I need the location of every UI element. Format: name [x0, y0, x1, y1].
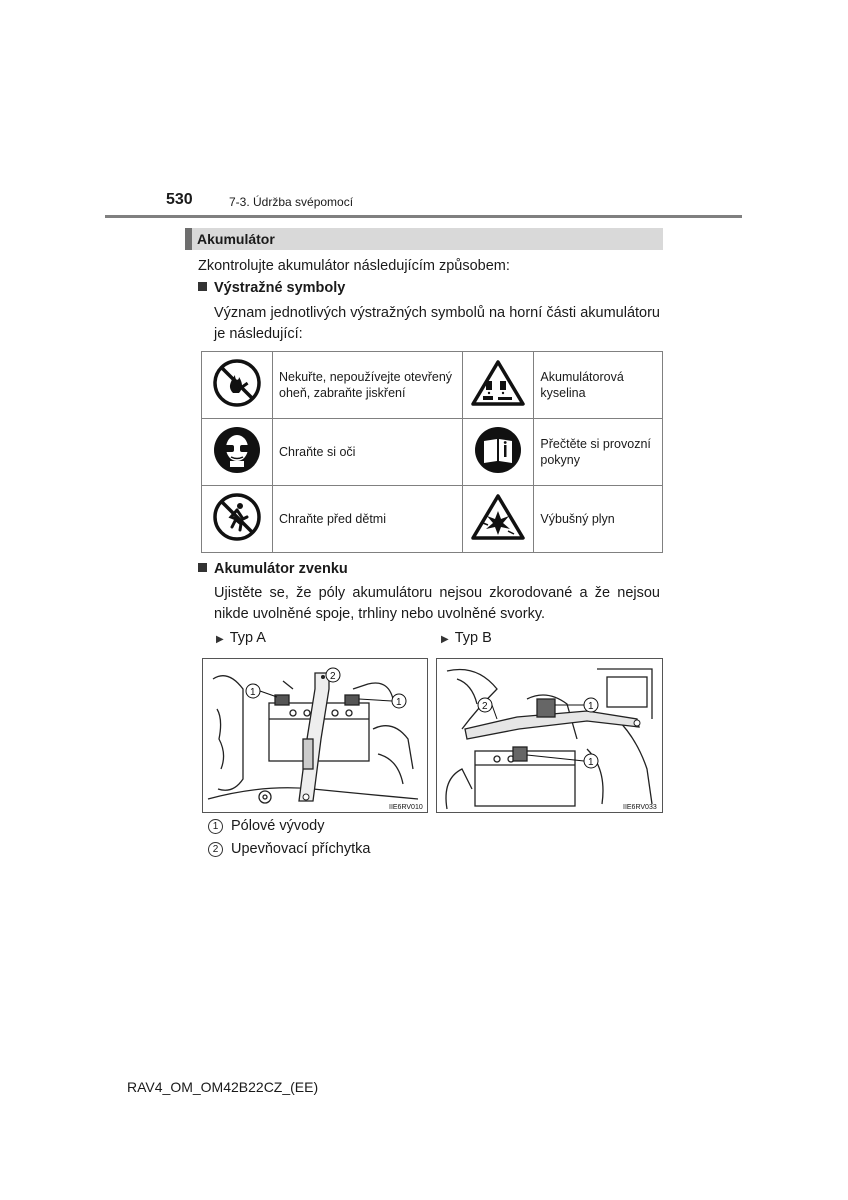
table-row — [202, 486, 663, 553]
explosive-gas-icon — [470, 493, 526, 541]
keep-away-children-icon — [213, 493, 261, 541]
circled-number: 2 — [208, 842, 223, 857]
legend-text: Pólové vývody — [231, 818, 325, 834]
type-b-label — [441, 630, 492, 646]
figure-code: IIE6RV010 — [389, 804, 423, 811]
page-number: 530 — [166, 191, 193, 208]
symbol-text: Přečtěte si provozní pokyny — [534, 419, 663, 486]
subheading-text: Akumulátor zvenku — [214, 561, 348, 577]
read-manual-icon — [474, 426, 522, 474]
symbol-cell — [463, 486, 534, 553]
callout-1: 1 — [588, 757, 594, 768]
bullet-square-icon — [198, 282, 207, 291]
callout-1: 1 — [250, 687, 256, 698]
section-title: Akumulátor — [197, 231, 275, 247]
symbol-cell — [202, 352, 273, 419]
type-label-text: Typ A — [229, 630, 266, 646]
subheading-text: Výstražné symboly — [214, 280, 346, 296]
bullet-square-icon — [198, 563, 207, 572]
table-row — [202, 352, 663, 419]
legend-item — [208, 818, 325, 835]
footer-document-code: RAV4_OM_OM42B22CZ_(EE) — [127, 1079, 319, 1095]
subheading-warning-symbols — [198, 280, 345, 296]
eye-protection-icon — [213, 426, 261, 474]
symbol-cell — [463, 419, 534, 486]
battery-illustration-type-a — [203, 659, 427, 812]
section-heading-bar — [185, 228, 663, 250]
callout-2: 2 — [482, 701, 488, 712]
warning-symbols-table — [201, 351, 663, 553]
no-fire-icon — [213, 359, 261, 407]
legend-item — [208, 841, 370, 858]
type-label-text: Typ B — [454, 630, 492, 646]
battery-illustration-type-b — [437, 659, 662, 812]
symbol-cell — [463, 352, 534, 419]
symbol-text: Nekuřte, nepoužívejte otevřený oheň, zabraňte jiskření — [273, 352, 463, 419]
header-divider — [105, 215, 742, 218]
symbol-cell — [202, 486, 273, 553]
table-row — [202, 419, 663, 486]
legend-text: Upevňovací příchytka — [231, 841, 371, 857]
figure-type-a — [202, 658, 428, 813]
symbol-text: Akumulátorová kyselina — [534, 352, 663, 419]
figure-type-b — [436, 658, 663, 813]
subheading-battery-exterior — [198, 561, 348, 577]
warning-symbols-description: Význam jednotlivých výstražných symbolů na horní části akumulátoru je následující: — [214, 305, 660, 342]
symbol-text: Chraňte si oči — [273, 419, 463, 486]
callout-2: 2 — [330, 671, 336, 682]
callout-1: 1 — [396, 697, 402, 708]
symbol-cell — [202, 419, 273, 486]
triangle-bullet-icon: ▶ — [441, 634, 449, 645]
intro-text: Zkontrolujte akumulátor následujícím způsobem: — [198, 258, 510, 274]
chapter-title: 7-3. Údržba svépomocí — [229, 195, 354, 209]
callout-1: 1 — [588, 701, 594, 712]
triangle-bullet-icon: ▶ — [216, 634, 224, 645]
symbol-text: Chraňte před dětmi — [273, 486, 463, 553]
figure-code: IIE6RV033 — [623, 804, 657, 811]
battery-exterior-description: Ujistěte se, že póly akumulátoru nejsou zkorodované a že nejsou nikde uvolněné spoje, trhliny nebo uvolněné svorky. — [214, 585, 660, 622]
type-a-label — [216, 630, 266, 646]
symbol-text: Výbušný plyn — [534, 486, 663, 553]
circled-number: 1 — [208, 819, 223, 834]
acid-corrosive-icon — [470, 359, 526, 407]
